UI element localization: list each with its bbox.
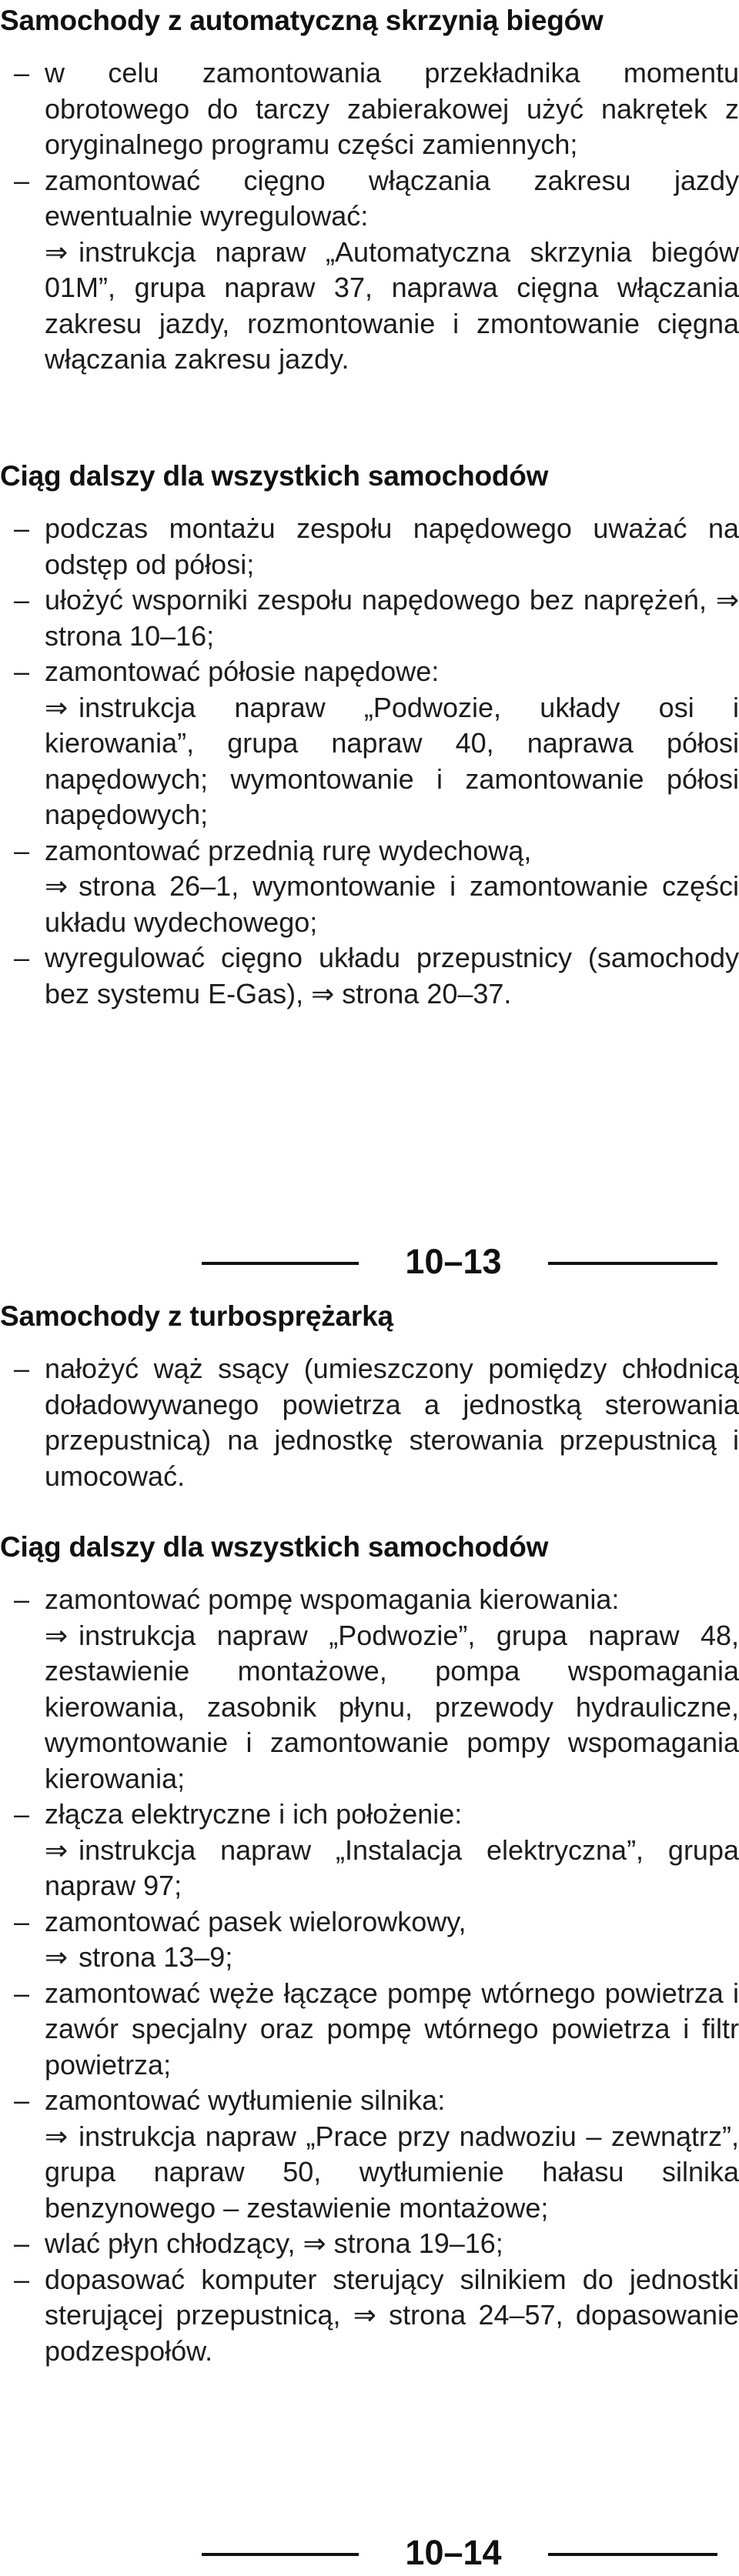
item-text: zamontować pasek wielorowkowy,	[45, 1905, 466, 1937]
instruction-list	[0, 511, 739, 1012]
cross-reference	[45, 1618, 739, 1797]
page-number-divider	[0, 2530, 739, 2576]
list-item	[0, 582, 739, 654]
list-item	[0, 940, 739, 1012]
section-all-vehicles-continued	[0, 459, 739, 1012]
divider-rule	[548, 1262, 717, 1265]
page-number: 10–14	[405, 2533, 502, 2572]
list-item	[0, 1904, 739, 1976]
instruction-list	[0, 1351, 739, 1494]
page-number: 10–13	[405, 1242, 502, 1281]
divider-rule	[202, 1262, 359, 1265]
item-text: wyregulować cięgno układu przepustnicy (samochody bez systemu E-Gas), ⇒ strona 20–37.	[45, 942, 739, 1009]
dash-bullet: –	[13, 1905, 30, 1937]
reference-text: strona 26–1, wymontowanie i zamontowanie części układu wydechowego;	[45, 870, 739, 938]
list-item	[0, 833, 739, 941]
section-heading: Ciąg dalszy dla wszystkich samochodów	[0, 460, 549, 492]
reference-text: instrukcja napraw „Automatyczna skrzynia biegów 01M”, grupa napraw 37, naprawa cięgna włączania zakresu jazdy, rozmontowanie i zmontowanie cięgna włączania zakresu jazdy.	[45, 235, 739, 375]
dash-bullet: –	[13, 584, 30, 616]
dash-bullet: –	[13, 942, 30, 973]
item-text: zamontować przednią rurę wydechową,	[45, 834, 532, 866]
dash-bullet: –	[13, 1977, 30, 2009]
dash-bullet: –	[13, 656, 30, 687]
instruction-list	[0, 1582, 739, 2369]
divider-rule	[202, 2553, 359, 2556]
dash-bullet: –	[13, 2263, 30, 2295]
dash-bullet: –	[13, 834, 30, 866]
dash-bullet: –	[13, 57, 30, 88]
cross-reference	[45, 235, 739, 378]
reference-text: instrukcja napraw „Podwozie, układy osi i kierowania”, grupa napraw 40, naprawa półosi napędowych; wymontowanie i zamontowanie półosi napędowych;	[45, 691, 739, 830]
list-item	[0, 2262, 739, 2370]
divider-rule	[548, 2553, 717, 2556]
item-text: podczas montażu zespołu napędowego uważać na odstęp od półosi;	[45, 512, 739, 580]
reference-text: instrukcja napraw „Instalacja elektryczna”, grupa napraw 97;	[45, 1834, 739, 1901]
list-item	[0, 2083, 739, 2226]
arrow-icon: ⇒	[45, 870, 69, 902]
item-text: zamontować pompę wspomagania kierowania:	[45, 1583, 620, 1615]
item-text: złącza elektryczne i ich położenie:	[45, 1798, 463, 1830]
arrow-icon: ⇒	[45, 1619, 69, 1651]
section-turbocharger	[0, 1299, 739, 1494]
item-text: zamontować półosie napędowe:	[45, 656, 440, 687]
list-item	[0, 654, 739, 833]
reference-text: instrukcja napraw „Prace przy nadwoziu – zewnątrz”, grupa napraw 50, wytłumienie hałasu silnika benzynowego – zestawienie montażowe;	[45, 2120, 739, 2224]
section-heading: Samochody z turbosprężarką	[0, 1300, 393, 1332]
item-text: dopasować komputer sterujący silnikiem do jednostki sterującej przepustnicą, ⇒ strona 24–57, dopasowanie podzespołów.	[45, 2263, 739, 2367]
list-item	[0, 511, 739, 582]
item-text: w celu zamontowania przekładnika momentu obrotowego do tarczy zabierakowej użyć nakrętek z oryginalnego programu części zamiennych;	[45, 57, 739, 160]
dash-bullet: –	[13, 1798, 30, 1830]
item-text: nałożyć wąż ssący (umieszczony pomiędzy chłodnicą doładowywanego powietrza a jednostką sterowania przepustnicą) na jednostkę sterowania przepustnicą i umocować.	[45, 1353, 739, 1492]
section-heading: Ciąg dalszy dla wszystkich samochodów	[0, 1531, 549, 1563]
reference-text: instrukcja napraw „Podwozie”, grupa napraw 48, zestawienie montażowe, pompa wspomagania kierowania, zasobnik płynu, przewody hydrauliczne, wymontowanie i zamontowanie pompy wspomagania kierowania;	[45, 1619, 739, 1794]
cross-reference	[45, 690, 739, 833]
list-item	[0, 1797, 739, 1904]
list-item	[0, 2226, 739, 2262]
list-item	[0, 55, 739, 163]
section-all-vehicles-continued	[0, 1530, 739, 2369]
item-text: wlać płyn chłodzący, ⇒ strona 19–16;	[45, 2227, 503, 2259]
cross-reference	[45, 2119, 739, 2227]
cross-reference	[45, 1833, 739, 1904]
arrow-icon: ⇒	[45, 1941, 69, 1973]
item-text: ułożyć wsporniki zespołu napędowego bez naprężeń, ⇒ strona 10–16;	[45, 584, 739, 652]
dash-bullet: –	[13, 1583, 30, 1615]
item-text: zamontować wytłumienie silnika:	[45, 2084, 446, 2116]
page-number-divider	[0, 1239, 739, 1285]
arrow-icon: ⇒	[45, 2120, 69, 2152]
dash-bullet: –	[13, 2227, 30, 2259]
arrow-icon: ⇒	[45, 235, 69, 268]
dash-bullet: –	[13, 1353, 30, 1384]
list-item	[0, 163, 739, 378]
section-heading: Samochody z automatyczną skrzynią biegów	[0, 5, 604, 36]
reference-text: strona 13–9;	[79, 1941, 233, 1973]
dash-bullet: –	[13, 512, 30, 544]
dash-bullet: –	[13, 2084, 30, 2116]
instruction-list	[0, 55, 739, 378]
list-item	[0, 1976, 739, 2084]
item-text: zamontować cięgno włączania zakresu jazdy ewentualnie wyregulować:	[45, 164, 739, 232]
cross-reference	[45, 869, 739, 940]
section-automatic-gearbox	[0, 3, 739, 378]
list-item	[0, 1351, 739, 1494]
cross-reference	[45, 1940, 739, 1976]
arrow-icon: ⇒	[45, 691, 69, 723]
arrow-icon: ⇒	[45, 1834, 69, 1866]
dash-bullet: –	[13, 164, 30, 196]
item-text: zamontować węże łączące pompę wtórnego powietrza i zawór specjalny oraz pompę wtórnego powietrza i filtr powietrza;	[45, 1977, 739, 2080]
list-item	[0, 1582, 739, 1797]
